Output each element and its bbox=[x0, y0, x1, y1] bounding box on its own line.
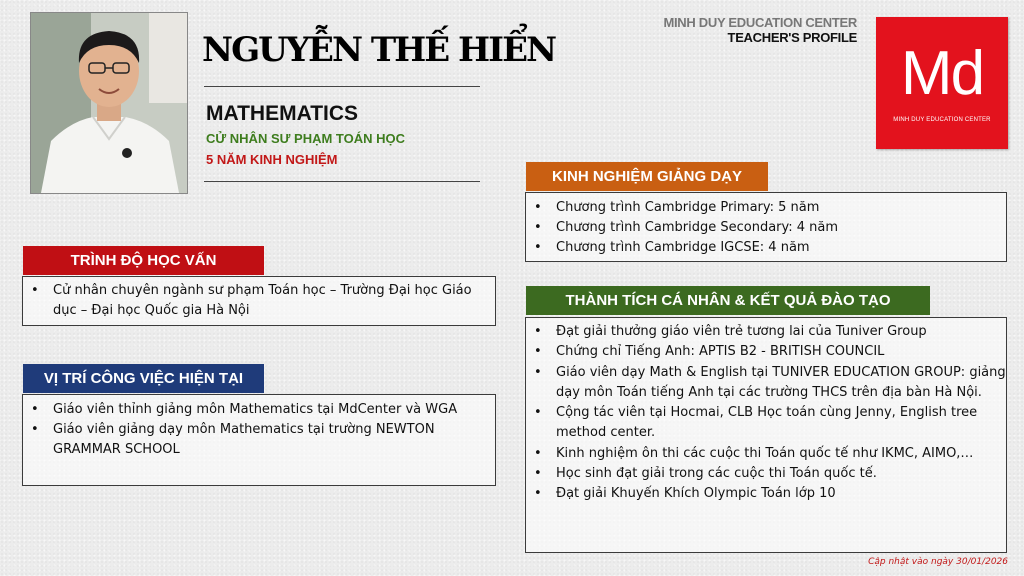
position-list bbox=[23, 400, 495, 460]
achievements-list bbox=[526, 322, 1006, 505]
teaching-box bbox=[525, 192, 1007, 262]
education-box bbox=[22, 276, 496, 326]
achievements-heading: THÀNH TÍCH CÁ NHÂN & KẾT QUẢ ĐÀO TẠO bbox=[526, 286, 930, 315]
position-item: • Giáo viên thỉnh giảng môn Mathematics tại MdCenter và WGA bbox=[23, 400, 495, 420]
education-item: • Cử nhân chuyên ngành sư phạm Toán học – Trường Đại học Giáo dục – Đại học Quốc gia Hà Nội bbox=[23, 281, 495, 321]
education-list bbox=[23, 281, 495, 321]
updated-date: Cập nhật vào ngày 30/01/2026 bbox=[868, 557, 1008, 567]
logo-text: MINH DUY EDUCATION CENTER bbox=[893, 117, 991, 123]
achievement-item: • Chứng chỉ Tiếng Anh: APTIS B2 - BRITISH COUNCIL bbox=[526, 342, 1006, 362]
teacher-name: NGUYỄN THẾ HIỂN bbox=[202, 30, 556, 70]
education-heading: TRÌNH ĐỘ HỌC VẤN bbox=[23, 246, 264, 275]
center-logo bbox=[876, 17, 1008, 149]
teacher-subject: MATHEMATICS bbox=[206, 102, 359, 125]
teacher-degree: CỬ NHÂN SƯ PHẠM TOÁN HỌC bbox=[206, 131, 405, 146]
logo-mark: Md bbox=[900, 39, 984, 108]
teaching-item: • Chương trình Cambridge Secondary: 4 năm bbox=[526, 218, 1006, 238]
position-box bbox=[22, 394, 496, 486]
profile-label: TEACHER'S PROFILE bbox=[727, 30, 857, 45]
achievements-box bbox=[525, 317, 1007, 553]
teaching-list bbox=[526, 198, 1006, 258]
achievement-item: • Học sinh đạt giải trong các cuộc thi Toán quốc tế. bbox=[526, 464, 1006, 484]
name-divider bbox=[204, 86, 480, 87]
achievement-item: • Kinh nghiệm ôn thi các cuộc thi Toán quốc tế như IKMC, AIMO,… bbox=[526, 444, 1006, 464]
achievement-item: • Đạt giải thưởng giáo viên trẻ tương lai của Tuniver Group bbox=[526, 322, 1006, 342]
teacher-experience: 5 NĂM KINH NGHIỆM bbox=[206, 152, 338, 167]
teacher-portrait-image bbox=[31, 13, 187, 193]
position-item: • Giáo viên giảng dạy môn Mathematics tại trường NEWTON GRAMMAR SCHOOL bbox=[23, 420, 495, 460]
subtitle-divider bbox=[204, 181, 480, 182]
teacher-photo bbox=[30, 12, 188, 194]
center-name: MINH DUY EDUCATION CENTER bbox=[663, 15, 857, 30]
teaching-item: • Chương trình Cambridge IGCSE: 4 năm bbox=[526, 238, 1006, 258]
teaching-heading: KINH NGHIỆM GIẢNG DẠY bbox=[526, 162, 768, 191]
achievement-item: • Giáo viên dạy Math & English tại TUNIVER EDUCATION GROUP: giảng dạy môn Toán tiếng Anh tại các trường THCS trên địa bàn Hà Nội. bbox=[526, 363, 1006, 404]
teaching-item: • Chương trình Cambridge Primary: 5 năm bbox=[526, 198, 1006, 218]
achievement-item: • Cộng tác viên tại Hocmai, CLB Học toán cùng Jenny, English tree method center. bbox=[526, 403, 1006, 444]
achievement-item: • Đạt giải Khuyến Khích Olympic Toán lớp 10 bbox=[526, 484, 1006, 504]
position-heading: VỊ TRÍ CÔNG VIỆC HIỆN TẠI bbox=[23, 364, 264, 393]
